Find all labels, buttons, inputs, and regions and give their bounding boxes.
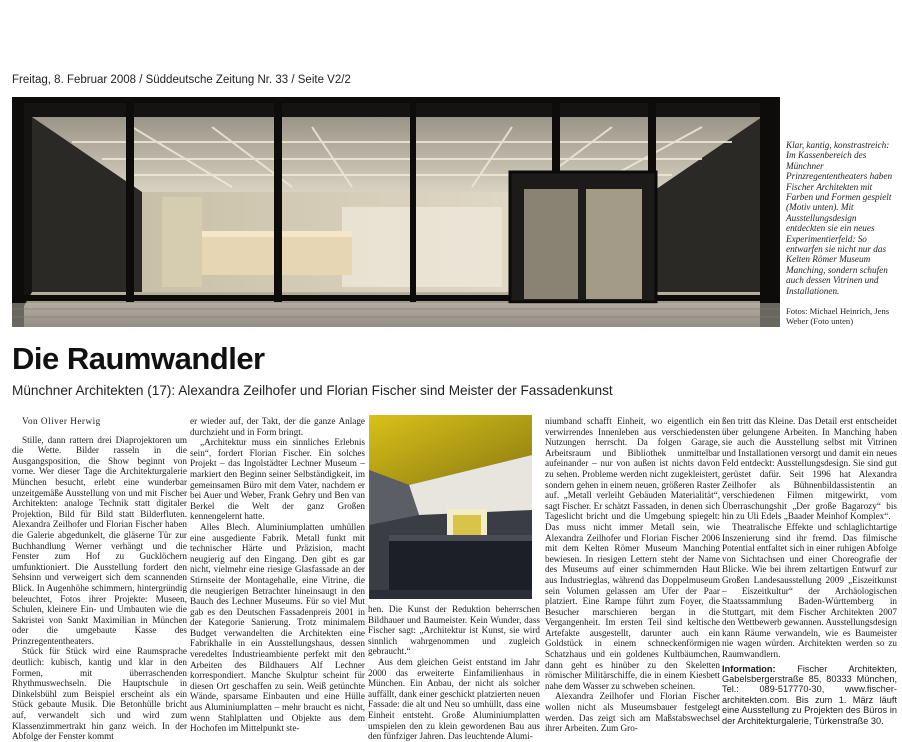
- article-column-3: [545, 416, 720, 734]
- article-column-2-continued: [368, 604, 540, 742]
- dateline: Freitag, 8. Februar 2008 / Süddeutsche Zeitung Nr. 33 / Seite V2/2: [12, 74, 351, 86]
- interior-photo: [369, 415, 532, 599]
- info-label: Information:: [722, 663, 776, 674]
- lobby-photo-illustration: [12, 97, 780, 327]
- paragraph: Stille, dann rattern drei Diaprojektoren um die Wette. Bilder rasseln in die Ausgangsposition, die Show beginnt von vorne. Wer dieser Tage die Architekturgalerie München besucht, erlebt eine wunderbar unzeitgemäße Ausstellung von und mit Fischer Architekten: analoge Technik statt digitaler Projektion, Bild für Bild statt Bilderfluten. Alexandra Zeilhofer und Florian Fischer haben die Galerie abgedunkelt, die gläserne Tür zur Buchhandlung Werner verhängt und die Fenster zum Hof zu Gucklöchern umfunktioniert. Die Ausstellung fordert den Sehsinn und verweigert sich dem scannenden Blick. In Augenhöhe schimmern, hintergründig beleuchtet, Fotos ihrer Projekte: Museen, Schulen, kleinere Ein- und Umbauten wie die Sakristei von Sankt Maximilian in München oder die umgebaute Kasse des Prinzregententheaters.: [12, 434, 187, 646]
- paragraph: niumband schafft Einheit, wo eigentlich ein verwirrendes Innenleben aus verschiedensten Nutzungen herrscht. Da folgen Garage, Arbeitsraum und Bibliothek unmittelbar aufeinander – nur von außen ist nichts davon zu sehen. Probleme werden nicht zugekleistert, sondern gehen in einem neuen, größeren Raster auf. „Metall verleiht Gebäuden Materialität“, sagt Fischer. Er schätzt Fassaden, in denen sich Tageslicht bricht und die Umgebung spiegelt: Das muss nicht immer Metall sein, wie Alexandra Zeilhofer und Florian Fischer 2006 mit dem Kelten Römer Museum Manching bewiesen. In riesigen Lettern steht der Name des Museums auf einer schimmernden Haut aus Industrieglas, während das Doppelmuseum sein Volumen gelassen am Ufer der Paar platziert. Eine Rampe führt zum Foyer, die Besucher marschieren bergan in die Vergangenheit. Im ersten Teil sind keltische Artefakte ausgestellt, darunter auch ein Goldstück in einem schneckenförmigen Schatzhaus und ein goldenes Kultbäumchen, dann geht es hinüber zu den Skeletten römischer Militärschiffe, die in einem Kiesbett nahe dem Wasser zu schweben scheinen.: [545, 416, 720, 691]
- interior-photo-illustration: [369, 415, 532, 599]
- paragraph: Stück für Stück wird eine Raumsprache deutlich: kubisch, kantig und klar in den Formen, mit überraschenden Rhythmuswechseln. Die Hauptschule in Dinkelsbühl zum Beispiel erscheint als ein Stück gebaute Musik. Die Betonhülle bricht auf, verwandelt sich und wird zum Klassenzimmertrakt hin ganz weich. In der Abfolge der Fenster kommt: [12, 646, 187, 742]
- paragraph: Alexandra Zeilhofer und Florian Fischer wollen nicht als Museumsbauer festgelegt werden. Das zeigt sich am Maßstabswechsel ihrer Arbeiten. Zum Gro-: [545, 691, 720, 734]
- paragraph: Alles Blech. Aluminiumplatten umhüllen eine ausgediente Fabrik. Metall funkt mit technischer Härte und Präzision, macht neugierig auf den Eingang. Den gibt es gar nicht, vielmehr eine riesige Glasfassade an der Stirnseite der Montagehalle, eine Vitrine, die die neugierigen Betrachter hineinsaugt in den Bauch des Lechner Museums. Für so viel Mut gab es den Deutschen Fassadenpreis 2001 in der Kategorie Sanierung. Trotz minimalem Budget verwandelten die Architekten eine Fabrikhalle in ein Ausstellungshaus, dessen veredeltes Industrieambiente perfekt mit den Arbeiten des Bildhauers Alf Lechner korrespondiert. Manche Skulptur scheint für diesen Ort geschaffen zu sein. Weiß getünchte Wände, sparsame Einbauten und eine Hülle aus Aluminiumplatten – mehr braucht es nicht, wenn Stahlplatten und Objekte aus dem Hochofen im Mittelpunkt ste-: [190, 521, 365, 734]
- article-column-1: [12, 416, 187, 742]
- paragraph: Aus dem gleichen Geist entstand im Jahr 2000 das erweiterte Einfamilienhaus in München. Ein Anbau, der nicht als solcher auffällt, dank einer geschickt platzierten neuen Fassade: die alt und Neu so umhüllt, dass eine Einheit entsteht. Große Aluminiumplatten umspielen den zu klein gewordenen Bau aus den fünfziger Jahren. Das leuchtende Alumi-: [368, 656, 540, 742]
- lobby-photo: [12, 97, 780, 327]
- photo-caption: Klar, kantig, konstrastreich: Im Kassenbereich des Münchner Prinzregententheaters haben Fischer Architekten mit Farben und Formen gespielt (Motiv unten). Mit Ausstellungsdesign entdeckten sie ein neues Experimentierfeld: So entwarfen sie nicht nur das Kelten Römer Museum Manching, sondern schufen auch dessen Vitrinen und Installationen.: [786, 140, 893, 296]
- paragraph: hen. Die Kunst der Reduktion beherrschen Bildhauer und Baumeister. Kein Wunder, dass Fischer sagt: „Architektur ist Kunst, sie wird sinnlich wahrgenommen und zugleich gebraucht.“: [368, 604, 540, 657]
- subheadline: Münchner Architekten (17): Alexandra Zeilhofer und Florian Fischer sind Meister der Fassadenkunst: [12, 383, 613, 398]
- info-text: Fischer Architekten, Gabelsbergerstraße 85, 80333 München, Tel.: 089-517770-30, www.fischer-architekten.com. Bis zum 1. März läuft eine Ausstellung zu Projekten des Büros in der Architekturgalerie, Türkenstraße 30.: [722, 663, 897, 726]
- paragraph: er wieder auf, der Takt, der die ganze Anlage durchzieht und in Form bringt.: [190, 416, 365, 437]
- article-column-2: [190, 416, 365, 734]
- byline: Von Oliver Herwig: [22, 416, 101, 426]
- info-box: [722, 664, 897, 726]
- paragraph: Theatralische Effekte und schlaglichtartige Inszenierung sind ihr fremd. Das filmische Potential entfaltet sich in einer ruhigen Abfolge von Sichtachsen und einer Choreografie der Blicke. Wie bei ihrem zeltartigen Entwurf zur Großen Landesausstellung 2009 „Eiszeitkunst – Eiszeitkultur“ der Archäologischen Staatssammlung Baden-Württemberg in Stuttgart, mit dem Fischer Architekten 2007 den Wettbewerb gewannen. Ausstellungsdesign kann Räume verwandeln, wie es Baumeister nie wagen würden. Architekten werden so zu Raumwandlern.: [722, 521, 897, 660]
- headline: Die Raumwandler: [12, 341, 265, 376]
- article-column-4: [722, 416, 897, 734]
- photo-credit: Fotos: Michael Heinrich, Jens Weber (Foto unten): [786, 306, 890, 326]
- paragraph: ßen tritt das Kleine. Das Detail erst entscheidet über gelungene Arbeiten. In Manching haben sie auch die Ausstellung selbst mit Vitrinen und Installationen versorgt und damit ein neues Feld entdeckt: Ausstellungsdesign. Sie sind gut gerüstet dafür. Seit 1996 hat Alexandra Zeilhofer als Bühnenbildassistentin an verschiedenen Filmen mitgewirkt, vom Überraschungshit „Der große Bagarozy“ bis hin zu Uli Edels „Baader Meinhof Komplex“.: [722, 416, 897, 522]
- paragraph: „Architektur muss ein sinnliches Erlebnis sein“, fordert Florian Fischer. Ein solches Projekt – das Ingolstädter Lechner Museum – markiert den Beginn seiner Selbständigkeit, im gemeinsamen Büro mit dem Vater, nachdem er bei Auer und Weber, Frank Gehry und Ben van Berkel die Welt der ganz Großen kennengelernt hatte.: [190, 437, 365, 522]
